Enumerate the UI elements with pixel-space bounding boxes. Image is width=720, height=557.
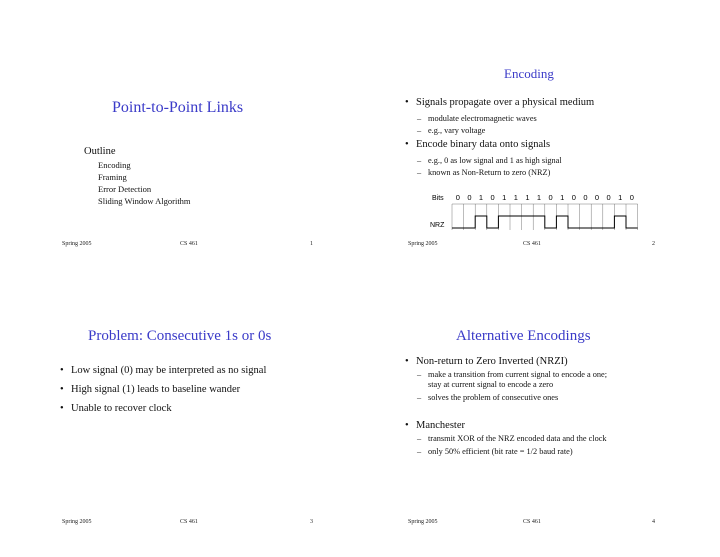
sub-bullet: – e.g., vary voltage bbox=[405, 126, 594, 136]
sub-bullet-line: – make a transition from current signal to encode a one; bbox=[428, 370, 608, 379]
slide-1 bbox=[0, 0, 360, 278]
footer-course: CS 461 bbox=[180, 241, 198, 247]
bullet-list bbox=[405, 96, 594, 180]
outline-list bbox=[98, 159, 191, 207]
sub-bullet: – known as Non-Return to zero (NRZ) bbox=[405, 168, 594, 178]
footer-course: CS 461 bbox=[523, 519, 541, 525]
outline-heading: Outline bbox=[84, 146, 116, 157]
bit-value: 0 bbox=[490, 193, 495, 202]
nrz-diagram bbox=[428, 190, 648, 240]
footer-course: CS 461 bbox=[180, 519, 198, 525]
bit-value: 0 bbox=[548, 193, 553, 202]
bit-value: 0 bbox=[571, 193, 576, 202]
bit-value: 0 bbox=[606, 193, 611, 202]
outline-item: Framing bbox=[98, 172, 127, 182]
bullet: • Unable to recover clock bbox=[60, 402, 266, 415]
bit-value: 0 bbox=[455, 193, 460, 202]
slide-title: Encoding bbox=[504, 66, 554, 81]
bit-value: 0 bbox=[594, 193, 600, 202]
footer-course: CS 461 bbox=[523, 241, 541, 247]
bit-value: 1 bbox=[560, 193, 565, 202]
bit-value: 0 bbox=[629, 193, 634, 202]
bit-value: 1 bbox=[502, 193, 507, 202]
bullet: • High signal (1) leads to baseline wander bbox=[60, 383, 266, 396]
bit-value: 1 bbox=[618, 193, 623, 202]
nrz-label: NRZ bbox=[430, 222, 445, 229]
outline-item: Sliding Window Algorithm bbox=[98, 196, 191, 206]
sub-bullet: – e.g., 0 as low signal and 1 as high signal bbox=[405, 156, 594, 166]
slide-2 bbox=[360, 0, 720, 278]
footer-date: Spring 2005 bbox=[408, 519, 438, 525]
bit-value: 1 bbox=[478, 193, 484, 202]
bullet: • Signals propagate over a physical medium bbox=[405, 96, 594, 110]
footer-page-number: 1 bbox=[310, 241, 313, 247]
bit-value: 1 bbox=[513, 193, 518, 202]
sub-bullet-line: stay at current signal to encode a zero bbox=[428, 380, 554, 389]
slide-3 bbox=[0, 278, 360, 556]
sub-bullet: – modulate electromagnetic waves bbox=[405, 114, 594, 124]
footer-page-number: 3 bbox=[310, 519, 313, 525]
slide-title: Alternative Encodings bbox=[456, 328, 591, 344]
sub-bullet: – transmit XOR of the NRZ encoded data and the clock bbox=[405, 434, 607, 444]
footer-page-number: 2 bbox=[652, 241, 655, 247]
footer-date: Spring 2005 bbox=[62, 519, 92, 525]
slide-title: Point-to-Point Links bbox=[112, 99, 244, 116]
slide-4 bbox=[360, 278, 720, 556]
bits-label: Bits bbox=[432, 195, 444, 202]
bullet-list bbox=[60, 364, 266, 421]
bit-value: 0 bbox=[583, 193, 588, 202]
outline-item: Error Detection bbox=[98, 184, 152, 194]
bit-value: 0 bbox=[467, 193, 472, 202]
sub-bullet bbox=[405, 370, 607, 390]
bit-value: 1 bbox=[536, 193, 542, 202]
outline-item: Encoding bbox=[98, 160, 131, 170]
bullet-list bbox=[405, 355, 607, 457]
footer-page-number: 4 bbox=[652, 519, 655, 525]
bullet: • Non-return to Zero Inverted (NRZI) bbox=[405, 355, 607, 368]
bullet: • Low signal (0) may be interpreted as no signal bbox=[60, 364, 266, 377]
bit-value: 1 bbox=[525, 193, 530, 202]
bullet: • Encode binary data onto signals bbox=[405, 138, 594, 152]
footer-date: Spring 2005 bbox=[408, 241, 438, 247]
bullet: • Manchester bbox=[405, 419, 607, 432]
nrz-waveform bbox=[452, 216, 638, 228]
footer-date: Spring 2005 bbox=[62, 241, 92, 247]
slide-title: Problem: Consecutive 1s or 0s bbox=[88, 328, 272, 344]
sub-bullet: – solves the problem of consecutive ones bbox=[405, 393, 607, 403]
sub-bullet: – only 50% efficient (bit rate = 1/2 baud rate) bbox=[405, 447, 607, 457]
